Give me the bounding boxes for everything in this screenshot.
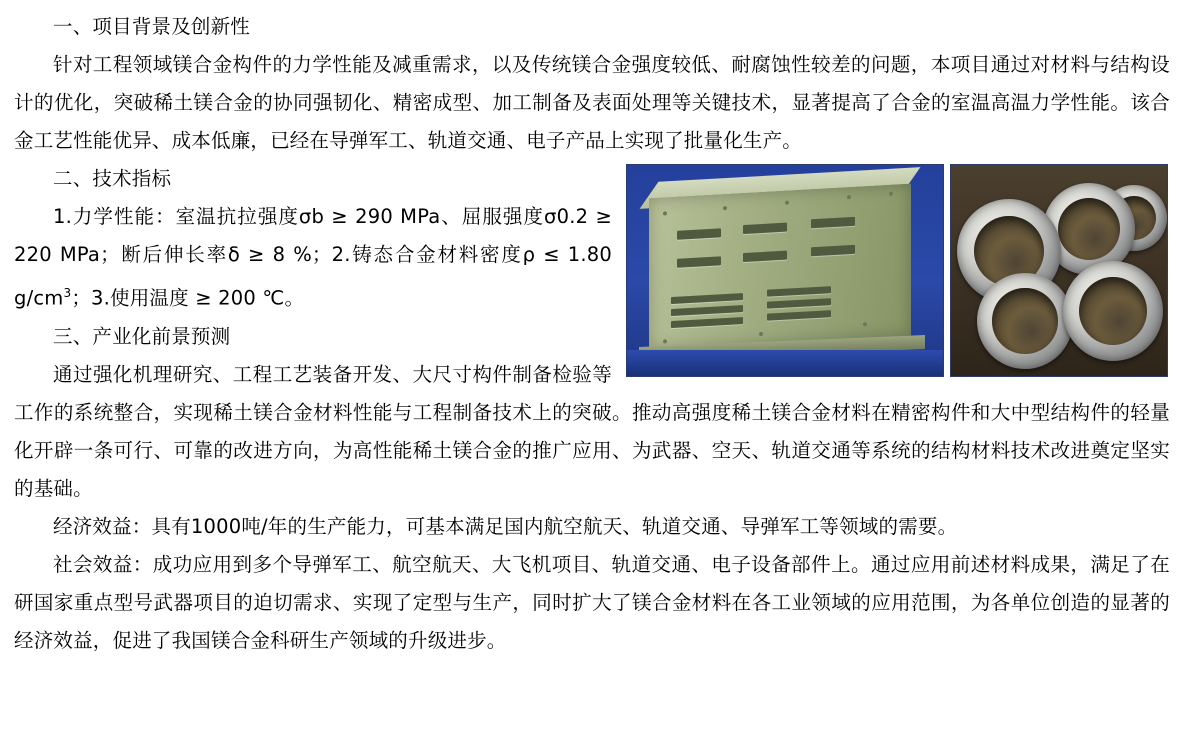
box-slot bbox=[767, 286, 831, 297]
green-machined-magnesium-alloy-box-photo bbox=[626, 164, 944, 377]
box-hole bbox=[723, 206, 727, 210]
photo-background-floor bbox=[627, 350, 943, 376]
section-heading-background: 一、项目背景及创新性 bbox=[53, 15, 251, 38]
box-slot bbox=[677, 228, 721, 239]
metal-tube bbox=[1063, 261, 1163, 361]
paragraph-prospect-text: 通过强化机理研究、工程工艺装备开发、大尺寸构件制备检验等工作的系统整合，实现稀土镁合金材料性能与工程制备技术上的突破。推动高强度稀土镁合金材料在精密构件和大中型结构件的轻量化开辟一条可行、可靠的改进方向，为高性能稀土镁合金的推广应用、为武器、空天、轨道交通等系统的结构材料技术改进奠定坚实的基础。 bbox=[14, 362, 1170, 500]
paragraph-economic-benefit: 经济效益：具有1000吨/年的生产能力，可基本满足国内航空航天、轨道交通、导弹军工等领域的需要。 bbox=[53, 514, 958, 538]
box-slot bbox=[811, 245, 855, 256]
metal-tube bbox=[977, 273, 1073, 369]
indicators-text-part2: ；3.使用温度 ≥ 200 ℃。 bbox=[71, 286, 305, 310]
box-hole bbox=[847, 195, 851, 199]
metal-tubes-stack-photo bbox=[950, 164, 1168, 377]
box-slot bbox=[743, 251, 787, 262]
document-body bbox=[14, 8, 1170, 660]
box-slot bbox=[671, 317, 743, 328]
box-slot bbox=[671, 305, 743, 316]
paragraph-social-benefit: 社会效益：成功应用到多个导弹军工、航空航天、大飞机项目、轨道交通、电子设备部件上。通过应用前述材料成果，满足了在研国家重点型号武器项目的迫切需求、实现了定型与生产，同时扩大了镁合金材料在各工业领域的应用范围，为各单位创造的显著的经济效益，促进了我国镁合金科研生产领域的升级进步。 bbox=[14, 552, 1170, 652]
box-front-face bbox=[649, 184, 911, 351]
box-slot bbox=[743, 223, 787, 234]
box-hole bbox=[889, 192, 893, 196]
indicators-text-superscript: 3 bbox=[63, 286, 72, 300]
box-slot bbox=[671, 293, 743, 304]
section-heading-indicators: 二、技术指标 bbox=[53, 167, 172, 190]
box-slot bbox=[677, 256, 721, 267]
indicators-text-part1: 1.力学性能：室温抗拉强度σb ≥ 290 MPa、屈服强度σ0.2 ≥ 220 MPa；断后伸长率δ ≥ 8 %；2.铸态合金材料密度ρ ≤ 1.80 g/cm bbox=[14, 205, 612, 310]
paragraph-background-text: 针对工程领域镁合金构件的力学性能及减重需求，以及传统镁合金强度较低、耐腐蚀性较差的问题，本项目通过对材料与结构设计的优化，突破稀土镁合金的协同强韧化、精密成型、加工制备及表面处理等关键技术，显著提高了合金的室温高温力学性能。该合金工艺性能优异、成本低廉，已经在导弹军工、轨道交通、电子产品上实现了批量化生产。 bbox=[14, 53, 1170, 152]
box-hole bbox=[663, 211, 667, 215]
box-slot bbox=[811, 217, 855, 228]
box-slot bbox=[767, 310, 831, 321]
box-hole bbox=[863, 322, 867, 326]
box-hole bbox=[785, 200, 789, 204]
box-hole bbox=[759, 332, 763, 336]
figure-group bbox=[626, 164, 1170, 377]
box-slot bbox=[767, 298, 831, 309]
box-hole bbox=[663, 339, 667, 343]
section-heading-prospect: 三、产业化前景预测 bbox=[53, 324, 231, 348]
